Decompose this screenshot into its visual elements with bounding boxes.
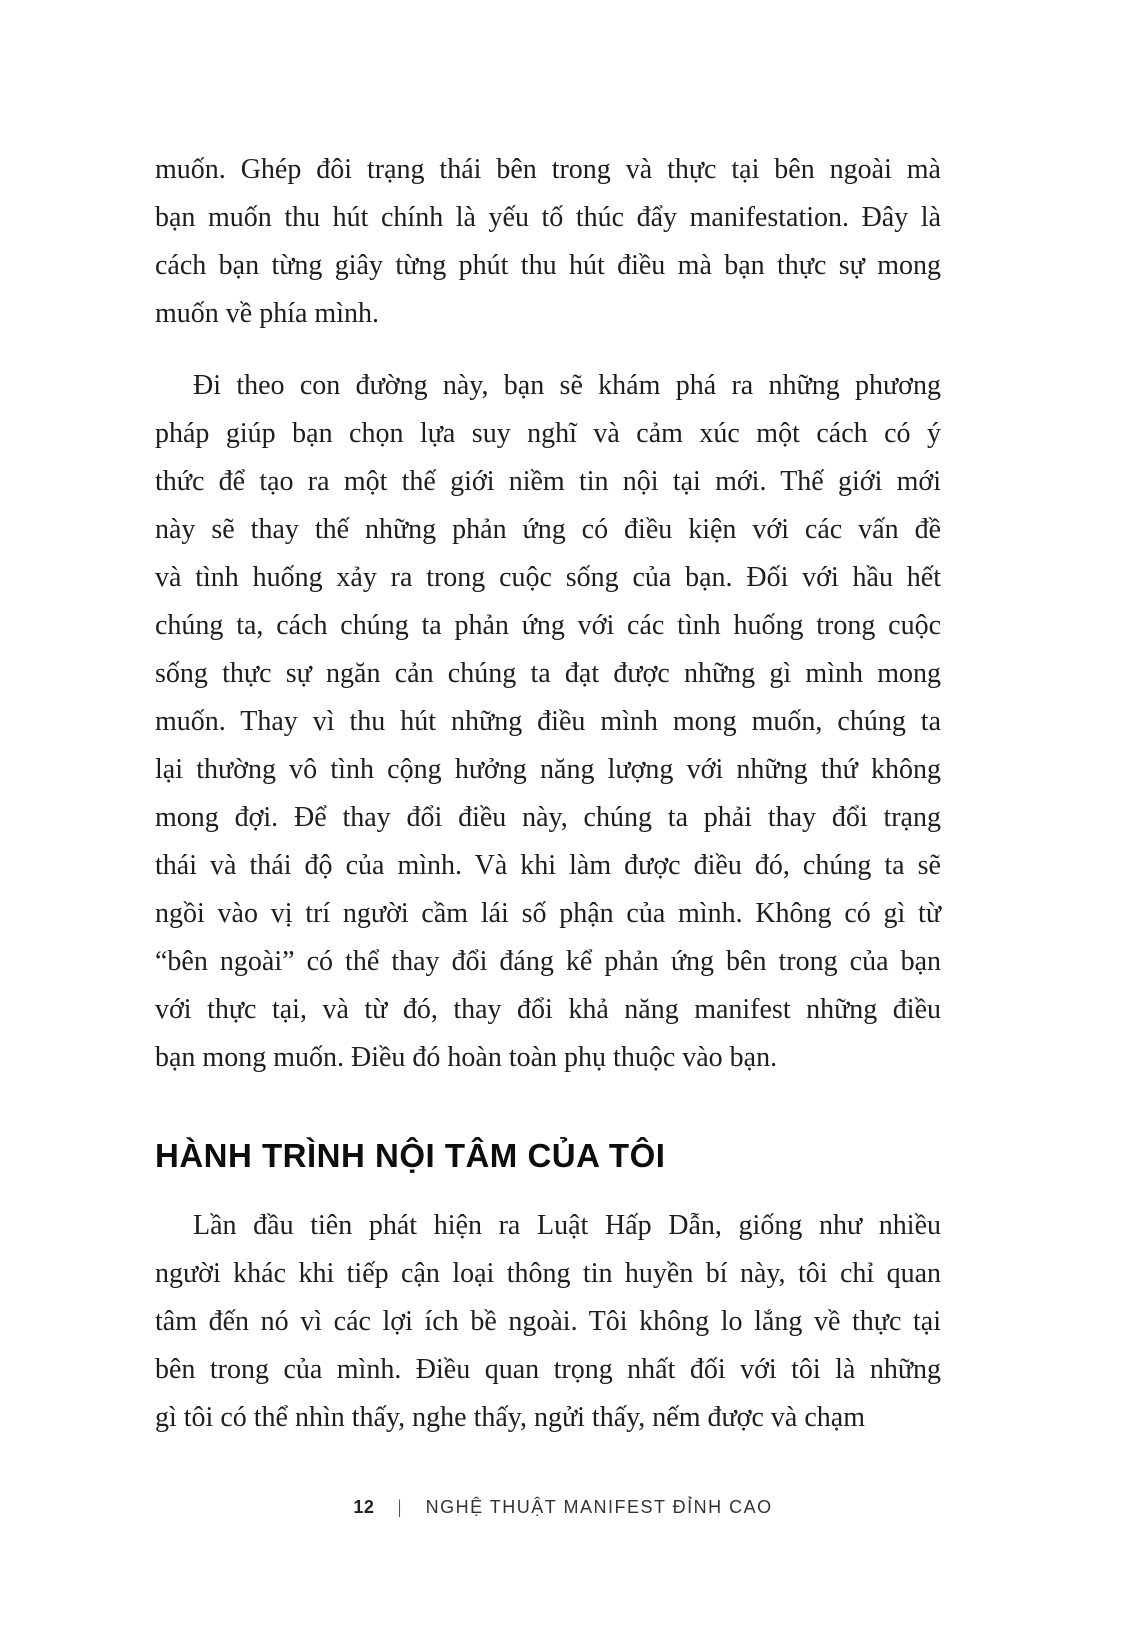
text-line: muốn. Ghép đôi trạng thái bên trong và thực tại bên ngoài mà (155, 154, 941, 185)
text-line: muốn về phía mình. (155, 298, 379, 329)
text-line: Đi theo con đường này, bạn sẽ khám phá ra những phương (193, 370, 941, 401)
page-body-text (155, 146, 941, 1466)
text-line: này sẽ thay thế những phản ứng có điều kiện với các vấn đề (155, 514, 941, 545)
page-footer (0, 1497, 1126, 1518)
text-line: ngồi vào vị trí người cầm lái số phận của mình. Không có gì từ (155, 898, 941, 929)
footer-separator: | (397, 1497, 403, 1517)
text-line: muốn. Thay vì thu hút những điều mình mong muốn, chúng ta (155, 706, 941, 737)
text-line: pháp giúp bạn chọn lựa suy nghĩ và cảm xúc một cách có ý (155, 418, 941, 449)
text-line: “bên ngoài” có thể thay đổi đáng kể phản ứng bên trong của bạn (155, 946, 941, 977)
text-line: lại thường vô tình cộng hưởng năng lượng với những thứ không (155, 754, 941, 785)
text-line: và tình huống xảy ra trong cuộc sống của bạn. Đối với hầu hết (155, 562, 941, 593)
text-line: sống thực sự ngăn cản chúng ta đạt được những gì mình mong (155, 658, 941, 689)
text-line: bên trong của mình. Điều quan trọng nhất đối với tôi là những (155, 1354, 941, 1385)
text-line: cách bạn từng giây từng phút thu hút điều mà bạn thực sự mong (155, 250, 941, 281)
text-line: với thực tại, và từ đó, thay đổi khả năng manifest những điều (155, 994, 941, 1025)
text-line: tâm đến nó vì các lợi ích bề ngoài. Tôi không lo lắng về thực tại (155, 1306, 941, 1337)
text-line: gì tôi có thể nhìn thấy, nghe thấy, ngửi thấy, nếm được và chạm (155, 1402, 865, 1433)
text-line: người khác khi tiếp cận loại thông tin huyền bí này, tôi chỉ quan (155, 1258, 941, 1289)
text-line: mong đợi. Để thay đổi điều này, chúng ta phải thay đổi trạng (155, 802, 941, 833)
text-line: thức để tạo ra một thế giới niềm tin nội tại mới. Thế giới mới (155, 466, 941, 497)
section-heading: HÀNH TRÌNH NỘI TÂM CỦA TÔI (155, 1137, 666, 1174)
text-line: bạn mong muốn. Điều đó hoàn toàn phụ thuộc vào bạn. (155, 1042, 778, 1073)
paragraph-main (155, 362, 941, 1082)
paragraph-continuation (155, 146, 941, 338)
text-line: Lần đầu tiên phát hiện ra Luật Hấp Dẫn, giống như nhiều (193, 1210, 941, 1241)
paragraph-journey (155, 1202, 941, 1442)
page-number: 12 (353, 1497, 375, 1517)
running-title: NGHỆ THUẬT MANIFEST ĐỈNH CAO (425, 1497, 773, 1517)
text-line: thái và thái độ của mình. Và khi làm được điều đó, chúng ta sẽ (155, 850, 941, 881)
text-line: bạn muốn thu hút chính là yếu tố thúc đẩy manifestation. Đây là (155, 202, 941, 233)
text-line: chúng ta, cách chúng ta phản ứng với các tình huống trong cuộc (155, 610, 941, 641)
